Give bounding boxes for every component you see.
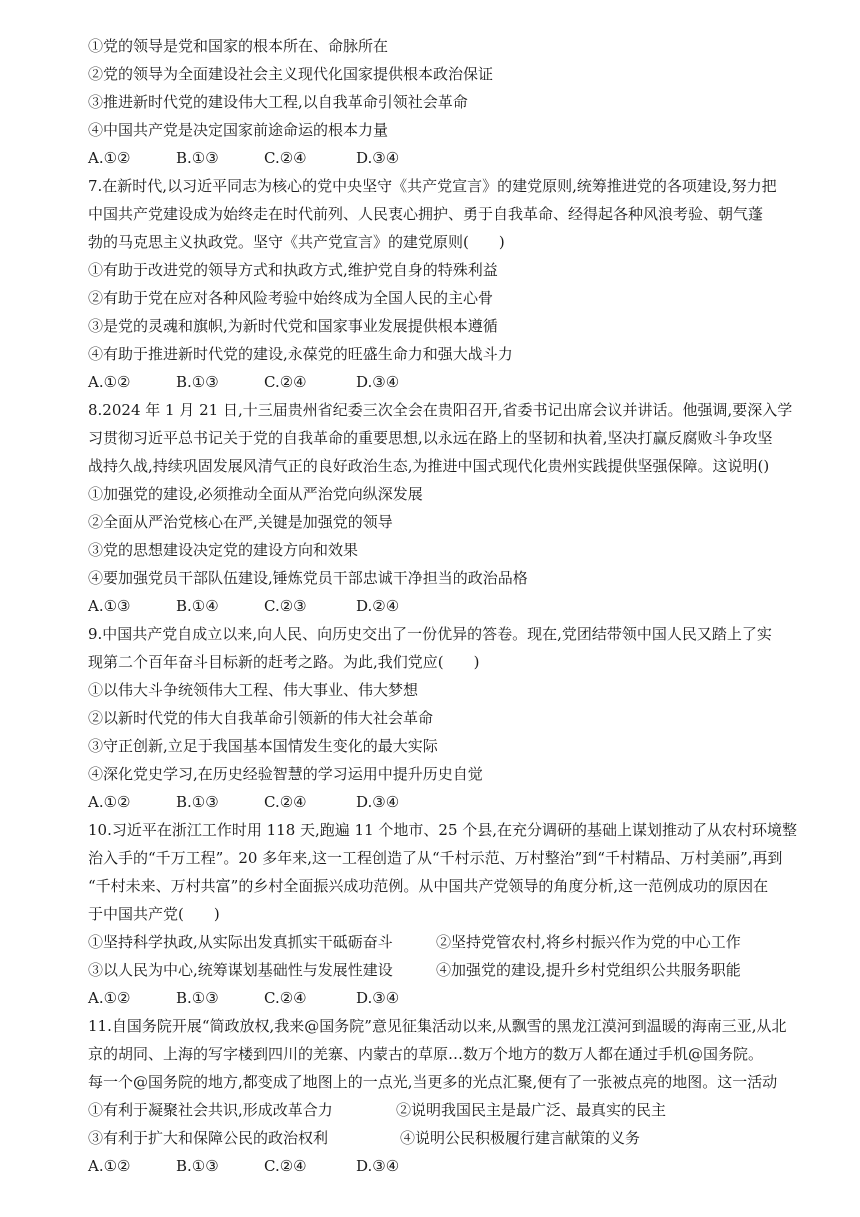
- q7-option-d: D.③④: [356, 373, 400, 391]
- q7-option-a: A.①②: [88, 373, 131, 391]
- q8-option-b: B.①④: [176, 597, 219, 615]
- q10-options: [88, 988, 399, 1008]
- q10-stem-line-4: 于中国共产党( ): [88, 905, 220, 923]
- q8-option-d: D.②④: [356, 597, 400, 615]
- q8-item-1: ①加强党的建设,必须推动全面从严治党向纵深发展: [88, 485, 423, 503]
- q9-option-d: D.③④: [356, 793, 400, 811]
- q6-options: [88, 148, 399, 168]
- q6-option-b: B.①③: [176, 149, 219, 167]
- q8-stem-line-3: 战持久战,持续巩固发展风清气正的良好政治生态,为推进中国式现代化贵州实践提供坚强保障。这说明(): [88, 457, 770, 475]
- q7-item-1: ①有助于改进党的领导方式和执政方式,维护党自身的特殊利益: [88, 261, 498, 279]
- q10-option-a: A.①②: [88, 989, 131, 1007]
- q7-item-3: ③是党的灵魂和旗帜,为新时代党和国家事业发展提供根本遵循: [88, 317, 498, 335]
- q7-options: [88, 372, 399, 392]
- q10-item-2: ②坚持党管农村,将乡村振兴作为党的中心工作: [436, 933, 741, 951]
- q6-option-d: D.③④: [356, 149, 400, 167]
- q9-option-b: B.①③: [176, 793, 219, 811]
- q8-stem-line-1: 8.2024 年 1 月 21 日,十三届贵州省纪委三次全会在贵阳召开,省委书记出席会议并讲话。他强调,要深入学: [88, 401, 793, 419]
- q6-item-4: ④中国共产党是决定国家前途命运的根本力量: [88, 121, 389, 139]
- q10-option-b: B.①③: [176, 989, 219, 1007]
- q8-item-2: ②全面从严治党核心在严,关键是加强党的领导: [88, 513, 393, 531]
- q9-item-3: ③守正创新,立足于我国基本国情发生变化的最大实际: [88, 737, 438, 755]
- q9-item-2: ②以新时代党的伟大自我革命引领新的伟大社会革命: [88, 709, 434, 727]
- q7-stem-line-1: 7.在新时代,以习近平同志为核心的党中央坚守《共产党宣言》的建党原则,统筹推进党的各项建设,努力把: [88, 177, 777, 195]
- q7-option-c: C.②④: [264, 373, 307, 391]
- q9-option-a: A.①②: [88, 793, 131, 811]
- q8-option-c: C.②③: [264, 597, 307, 615]
- q10-item-4: ④加强党的建设,提升乡村党组织公共服务职能: [436, 961, 741, 979]
- q6-option-c: C.②④: [264, 149, 307, 167]
- q8-options: [88, 596, 399, 616]
- q9-stem-line-1: 9.中国共产党自成立以来,向人民、向历史交出了一份优异的答卷。现在,党团结带领中国人民又踏上了实: [88, 625, 772, 643]
- q11-option-d: D.③④: [356, 1157, 400, 1175]
- q10-option-d: D.③④: [356, 989, 400, 1007]
- q11-option-c: C.②④: [264, 1157, 307, 1175]
- q10-item-1: ①坚持科学执政,从实际出发真抓实干砥砺奋斗: [88, 933, 393, 951]
- q6-item-3: ③推进新时代党的建设伟大工程,以自我革命引领社会革命: [88, 93, 468, 111]
- q11-item-1: ①有利于凝聚社会共识,形成改革合力: [88, 1101, 333, 1119]
- q11-option-b: B.①③: [176, 1157, 219, 1175]
- q9-item-1: ①以伟大斗争统领伟大工程、伟大事业、伟大梦想: [88, 681, 419, 699]
- q10-items-row-2: [88, 960, 741, 980]
- q10-stem-line-3: “千村未来、万村共富”的乡村全面振兴成功范例。从中国共产党领导的角度分析,这一范例成功的原因在: [88, 877, 769, 895]
- q6-item-2: ②党的领导为全面建设社会主义现代化国家提供根本政治保证: [88, 65, 494, 83]
- q9-option-c: C.②④: [264, 793, 307, 811]
- q7-item-4: ④有助于推进新时代党的建设,永葆党的旺盛生命力和强大战斗力: [88, 345, 513, 363]
- q8-item-4: ④要加强党员干部队伍建设,锤炼党员干部忠诚干净担当的政治品格: [88, 569, 528, 587]
- q11-option-a: A.①②: [88, 1157, 131, 1175]
- q8-item-3: ③党的思想建设决定党的建设方向和效果: [88, 541, 359, 559]
- q9-options: [88, 792, 399, 812]
- q11-stem-line-2: 京的胡同、上海的写字楼到四川的羌寨、内蒙古的草原…数万个地方的数万人都在通过手机@国务院。: [88, 1045, 764, 1063]
- q10-option-c: C.②④: [264, 989, 307, 1007]
- q7-stem-line-2: 中国共产党建设成为始终走在时代前列、人民衷心拥护、勇于自我革命、经得起各种风浪考验、朝气蓬: [88, 205, 764, 223]
- q11-options: [88, 1156, 399, 1176]
- q10-stem-line-1: 10.习近平在浙江工作时用 118 天,跑遍 11 个地市、25 个县,在充分调研的基础上谋划推动了从农村环境整: [88, 821, 798, 839]
- q11-item-4: ④说明公民积极履行建言献策的义务: [400, 1129, 641, 1147]
- q10-items-row-1: [88, 932, 741, 952]
- q7-stem-line-3: 勃的马克思主义执政党。坚守《共产党宣言》的建党原则( ): [88, 233, 505, 251]
- q10-stem-line-2: 治入手的“千万工程”。20 多年来,这一工程创造了从“千村示范、万村整治”到“千村精品、万村美丽”,再到: [88, 849, 783, 867]
- q8-option-a: A.①③: [88, 597, 131, 615]
- q11-item-2: ②说明我国民主是最广泛、最真实的民主: [396, 1101, 667, 1119]
- q11-stem-line-3: 每一个@国务院的地方,都变成了地图上的一点光,当更多的光点汇聚,便有了一张被点亮的地图。这一活动: [88, 1073, 778, 1091]
- q6-item-1: ①党的领导是党和国家的根本所在、命脉所在: [88, 37, 389, 55]
- q11-stem-line-1: 11.自国务院开展“简政放权,我来@国务院”意见征集活动以来,从飘雪的黑龙江漠河到温暖的海南三亚,从北: [88, 1017, 787, 1035]
- q11-item-3: ③有利于扩大和保障公民的政治权利: [88, 1129, 329, 1147]
- q7-option-b: B.①③: [176, 373, 219, 391]
- q7-item-2: ②有助于党在应对各种风险考验中始终成为全国人民的主心骨: [88, 289, 494, 307]
- q9-stem-line-2: 现第二个百年奋斗目标新的赶考之路。为此,我们党应( ): [88, 653, 480, 671]
- q6-option-a: A.①②: [88, 149, 131, 167]
- q9-item-4: ④深化党史学习,在历史经验智慧的学习运用中提升历史自觉: [88, 765, 483, 783]
- q10-item-3: ③以人民为中心,统筹谋划基础性与发展性建设: [88, 961, 393, 979]
- q11-items-row-1: [88, 1100, 666, 1120]
- q11-items-row-2: [88, 1128, 640, 1148]
- q8-stem-line-2: 习贯彻习近平总书记关于党的自我革命的重要思想,以永远在路上的坚韧和执着,坚决打赢反腐败斗争攻坚: [88, 429, 773, 447]
